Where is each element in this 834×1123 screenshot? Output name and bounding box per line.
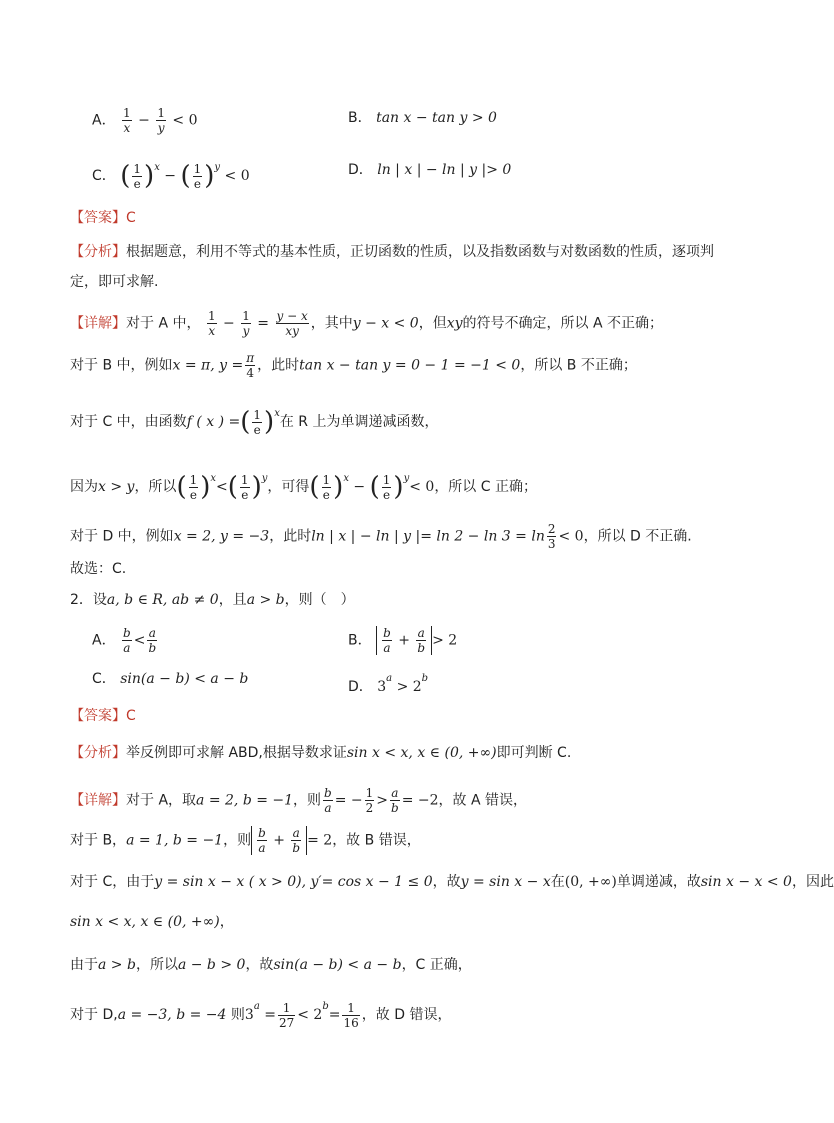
operator: − [348, 479, 370, 495]
denominator: 16 [343, 1015, 359, 1030]
option-label: C． [92, 671, 116, 687]
text: 对于 D, [70, 1007, 118, 1023]
expression: ln | x | − ln | y |= ln 2 − ln 3 = ln [311, 528, 545, 545]
text: 举反例即可求解 ABD,根据导数求证 [126, 745, 347, 761]
text: ，所以 D 不正确. [583, 528, 692, 545]
text: 在 R 上为单调递减函数， [279, 414, 439, 430]
text: 对于 B， [70, 832, 127, 849]
option-label: B． [348, 110, 372, 126]
denominator: b [148, 641, 157, 655]
expression: sin(a − b) < a − b [120, 671, 249, 687]
numerator: 1 [365, 786, 374, 800]
absolute-value [251, 826, 307, 855]
text: 单调递减，故 [616, 874, 701, 890]
text: ，且 [218, 592, 247, 608]
expression: 3 [377, 679, 387, 695]
numerator: 1 [278, 1001, 295, 1016]
operator: + [393, 632, 415, 649]
analysis-text: 根据题意，利用不等式的基本性质，正切函数的性质，以及指数函数与对数函数的性质，逐项判 [126, 244, 714, 260]
text: ，故 [245, 957, 274, 973]
exponent: x [274, 408, 280, 419]
paren-close: ) [251, 472, 262, 502]
text: ，可得 [267, 479, 310, 495]
expression: < 2 [297, 1007, 323, 1023]
expression: = 2 [307, 832, 333, 849]
exponent: a [386, 673, 393, 684]
text: ，但 [418, 315, 447, 332]
q2-stem [70, 590, 355, 610]
q2-detail-c [70, 872, 834, 892]
fraction [189, 473, 199, 502]
numerator: 1 [240, 472, 249, 487]
text: ，所以 C 正确； [434, 479, 537, 495]
fraction [390, 786, 400, 815]
text: 对于 A 中， [126, 315, 201, 332]
exponent: b [421, 673, 429, 684]
text: 由于 [70, 957, 98, 973]
numerator: 1 [133, 161, 142, 176]
denominator: e [322, 487, 330, 502]
q1-detail-b [70, 351, 637, 380]
text: ，所以 [134, 479, 177, 495]
denominator: a [123, 641, 131, 655]
q1-option-b [348, 108, 497, 128]
analysis-tag: 【分析】 [70, 244, 126, 260]
option-label: A． [92, 632, 116, 649]
fraction [122, 106, 132, 135]
expression: (0, +∞) [564, 874, 617, 890]
expression: < 0 [409, 479, 435, 495]
text: ，则 [293, 792, 322, 809]
paren-open: ( [227, 472, 238, 502]
denominator: a [258, 841, 266, 855]
expression: tan x − tan y = 0 − 1 = −1 < 0 [299, 357, 521, 374]
expression: y = sin x − x ( x > 0), y′= cos x − 1 ≤ 0 [154, 874, 433, 890]
expression: sin x < x, x ∈ (0, +∞) [70, 914, 220, 930]
text: 在 [550, 874, 565, 890]
paren-open: ( [176, 472, 187, 502]
operator: + [268, 832, 290, 849]
numerator: 2 [547, 522, 556, 536]
exponent: x [154, 162, 160, 173]
detail-tag: 【详解】 [70, 792, 126, 809]
paren-open: ( [309, 472, 320, 502]
q1-detail-a: 【详解】对于 A 中， $\frac{1}{x}$ − $\frac{1}{y}$ = $\frac{y - x}{xy}$ ，其中y − x < 0，但xy的符号不确定，所以 A 不正确； [70, 309, 664, 338]
expression: sin(a − b) < a − b [273, 957, 402, 973]
exponent: b [322, 1001, 329, 1012]
denominator: 27 [278, 1015, 295, 1030]
numerator: b [123, 626, 131, 640]
text: 对于 C 中，由函数 [70, 414, 187, 430]
operator: < 0 [220, 168, 250, 184]
numerator: b [383, 626, 391, 640]
operator: < 0 [167, 112, 198, 129]
q2-analysis [70, 743, 571, 763]
denominator: x [123, 121, 131, 135]
numerator: a [148, 626, 156, 640]
paren-open: ( [240, 407, 251, 437]
text: 故选：C. [70, 561, 127, 577]
q1-analysis-line2 [70, 272, 158, 292]
text: 对于 D 中，例如 [70, 528, 174, 545]
expression: < 0 [558, 528, 584, 545]
text: 对于 C，由于 [70, 874, 155, 890]
text: ，C 正确， [401, 957, 472, 973]
text: ，所以 [135, 957, 178, 973]
denominator: e [383, 487, 391, 502]
denominator: e [241, 487, 249, 502]
expression: = −2 [401, 792, 439, 809]
fraction [257, 826, 267, 855]
text: ，所以 B 不正确； [520, 357, 637, 374]
q2-option-a: A． $\frac{b}{a}$ < $\frac{a}{b}$ [92, 626, 157, 655]
answer-value: C [126, 210, 136, 226]
operator: − [159, 168, 181, 184]
expression: x = π, y = [172, 357, 244, 374]
operator: < [216, 479, 228, 495]
option-label: C． [92, 168, 116, 184]
expression: a > b [98, 957, 136, 973]
exponent: y [261, 473, 268, 484]
numerator: 1 [382, 472, 391, 487]
fraction [252, 408, 262, 437]
expression: y − x < 0 [352, 315, 419, 332]
numerator: 1 [189, 472, 198, 487]
paren-close: ) [204, 161, 215, 191]
paren-close: ) [144, 161, 155, 191]
denominator: a [324, 801, 332, 815]
q1-detail-c [70, 404, 438, 437]
denominator: 4 [246, 366, 254, 380]
text: 则 [226, 1007, 245, 1023]
denominator: 3 [547, 537, 556, 551]
answer-value: C [126, 708, 136, 724]
numerator: a [417, 626, 425, 640]
expression: a, b ∈ R, ab ≠ 0 [106, 592, 219, 608]
text: ，此时 [257, 357, 300, 374]
q2-option-c [92, 669, 248, 689]
numerator: b [324, 786, 332, 800]
fraction [278, 1001, 295, 1030]
fraction [416, 626, 426, 655]
fraction [241, 309, 251, 338]
numerator: π [246, 351, 255, 365]
denominator: b [292, 841, 301, 855]
expression: a > b [246, 592, 285, 608]
denominator: x [208, 324, 216, 338]
analysis-text: 定，即可求解. [70, 274, 159, 290]
text: 对于 A，取 [126, 792, 197, 809]
expression: sin x − x < 0 [700, 874, 792, 890]
operator: > [376, 792, 389, 809]
answer-tag: 【答案】 [70, 210, 126, 226]
fraction [156, 106, 166, 135]
denominator: e [189, 487, 197, 502]
numerator: a [391, 786, 399, 800]
numerator: 1 [157, 106, 165, 120]
q1-detail-c2 [70, 469, 537, 502]
q1-detail-d [70, 522, 692, 551]
text: 2．设 [70, 592, 107, 608]
fraction [382, 626, 392, 655]
numerator: 1 [253, 407, 262, 422]
denominator: e [193, 176, 201, 191]
fraction [132, 162, 142, 191]
denominator: xy [285, 324, 299, 338]
numerator: 1 [193, 161, 202, 176]
expression: x > y [98, 479, 135, 495]
paren-close: ) [393, 472, 404, 502]
operator: = [259, 1007, 276, 1023]
numerator: 1 [322, 472, 331, 487]
denominator: e [133, 176, 141, 191]
q2-detail-b [70, 826, 421, 855]
fraction [322, 473, 332, 502]
detail-tag: 【详解】 [70, 315, 126, 332]
text: ，其中 [310, 315, 353, 332]
q1-option-c [92, 158, 250, 191]
q2-detail-c2 [70, 912, 234, 932]
operator: − [133, 112, 155, 129]
text: ， [219, 914, 234, 930]
denominator: a [383, 641, 391, 655]
numerator: b [258, 826, 266, 840]
numerator: 1 [123, 106, 131, 120]
text: 的符号不确定，所以 A 不正确； [462, 315, 664, 332]
numerator: 1 [342, 1001, 359, 1016]
q2-detail-a [70, 786, 527, 815]
paren-close: ) [264, 407, 275, 437]
paren-open: ( [120, 161, 131, 191]
q1-option-d [348, 160, 511, 180]
numerator: a [292, 826, 300, 840]
text: ，因此 [791, 874, 834, 890]
paren-close: ) [333, 472, 344, 502]
expression: > 2 [432, 632, 458, 649]
option-label: D． [348, 679, 373, 695]
fraction [193, 162, 203, 191]
q1-choose [70, 559, 126, 579]
expression: xy [446, 315, 463, 332]
text: ，故 D 错误， [361, 1007, 452, 1023]
q2-detail-c3 [70, 955, 472, 975]
fraction [342, 1001, 359, 1030]
text: 因为 [70, 479, 98, 495]
expression: sin x < x, x ∈ (0, +∞) [346, 745, 497, 761]
expression: > 2 [392, 679, 422, 695]
text: 对于 B 中，例如 [70, 357, 173, 374]
expression: a = −3, b = −4 [117, 1007, 227, 1023]
fraction [365, 786, 375, 815]
expression: a = 1, b = −1 [126, 832, 224, 849]
answer-tag: 【答案】 [70, 708, 126, 724]
fraction [382, 473, 392, 502]
paren-open: ( [180, 161, 191, 191]
text: ，则（ ） [284, 592, 355, 608]
paren-open: ( [369, 472, 380, 502]
q1-option-a [92, 106, 198, 135]
q2-option-b [348, 626, 457, 655]
text: ，故 A 错误， [438, 792, 528, 809]
q2-answer [70, 706, 136, 726]
expression: a − b > 0 [177, 957, 246, 973]
text: ，故 B 错误， [332, 832, 421, 849]
exponent: x [210, 473, 217, 484]
operator: = − [334, 792, 363, 809]
expression: x = 2, y = −3 [173, 528, 270, 545]
exponent: y [214, 162, 221, 173]
q1-answer [70, 208, 136, 228]
q1-analysis-line1 [70, 242, 714, 262]
numerator: 1 [207, 309, 216, 323]
fraction [291, 826, 301, 855]
fraction [547, 522, 557, 551]
expression: y = sin x − x [460, 874, 551, 890]
expression: a = 2, b = −1 [196, 792, 294, 809]
denominator: b [417, 641, 426, 655]
text: ，则 [223, 832, 252, 849]
operator: − [218, 315, 240, 332]
expression: tan x − tan y > 0 [376, 110, 497, 126]
q2-option-d [348, 669, 428, 697]
denominator: e [253, 422, 261, 437]
option-label: B． [348, 632, 372, 649]
fraction [276, 309, 309, 338]
operator: = [328, 1007, 341, 1023]
text: ，此时 [269, 528, 312, 545]
text: ，故 [432, 874, 461, 890]
q2-detail-d [70, 997, 451, 1030]
text: 即可判断 C. [496, 745, 572, 761]
denominator: y [242, 324, 250, 338]
expression: 3 [244, 1007, 254, 1023]
denominator: y [157, 121, 165, 135]
analysis-tag: 【分析】 [70, 745, 126, 761]
option-label: A． [92, 112, 116, 129]
exponent: y [403, 473, 410, 484]
fraction [245, 351, 255, 380]
fraction [147, 626, 157, 655]
expression: ln | x | − ln | y |> 0 [377, 162, 512, 178]
fraction [207, 309, 217, 338]
numerator: 1 [242, 309, 250, 323]
numerator: y − x [276, 309, 308, 323]
absolute-value [376, 626, 432, 655]
exponent: x [343, 473, 349, 484]
fraction [323, 786, 333, 815]
fraction [122, 626, 132, 655]
denominator: 2 [365, 801, 374, 815]
expression: f ( x ) = [186, 414, 241, 430]
option-label: D． [348, 162, 373, 178]
exponent: a [253, 1001, 260, 1012]
denominator: b [391, 801, 399, 815]
paren-close: ) [200, 472, 211, 502]
fraction [240, 473, 250, 502]
